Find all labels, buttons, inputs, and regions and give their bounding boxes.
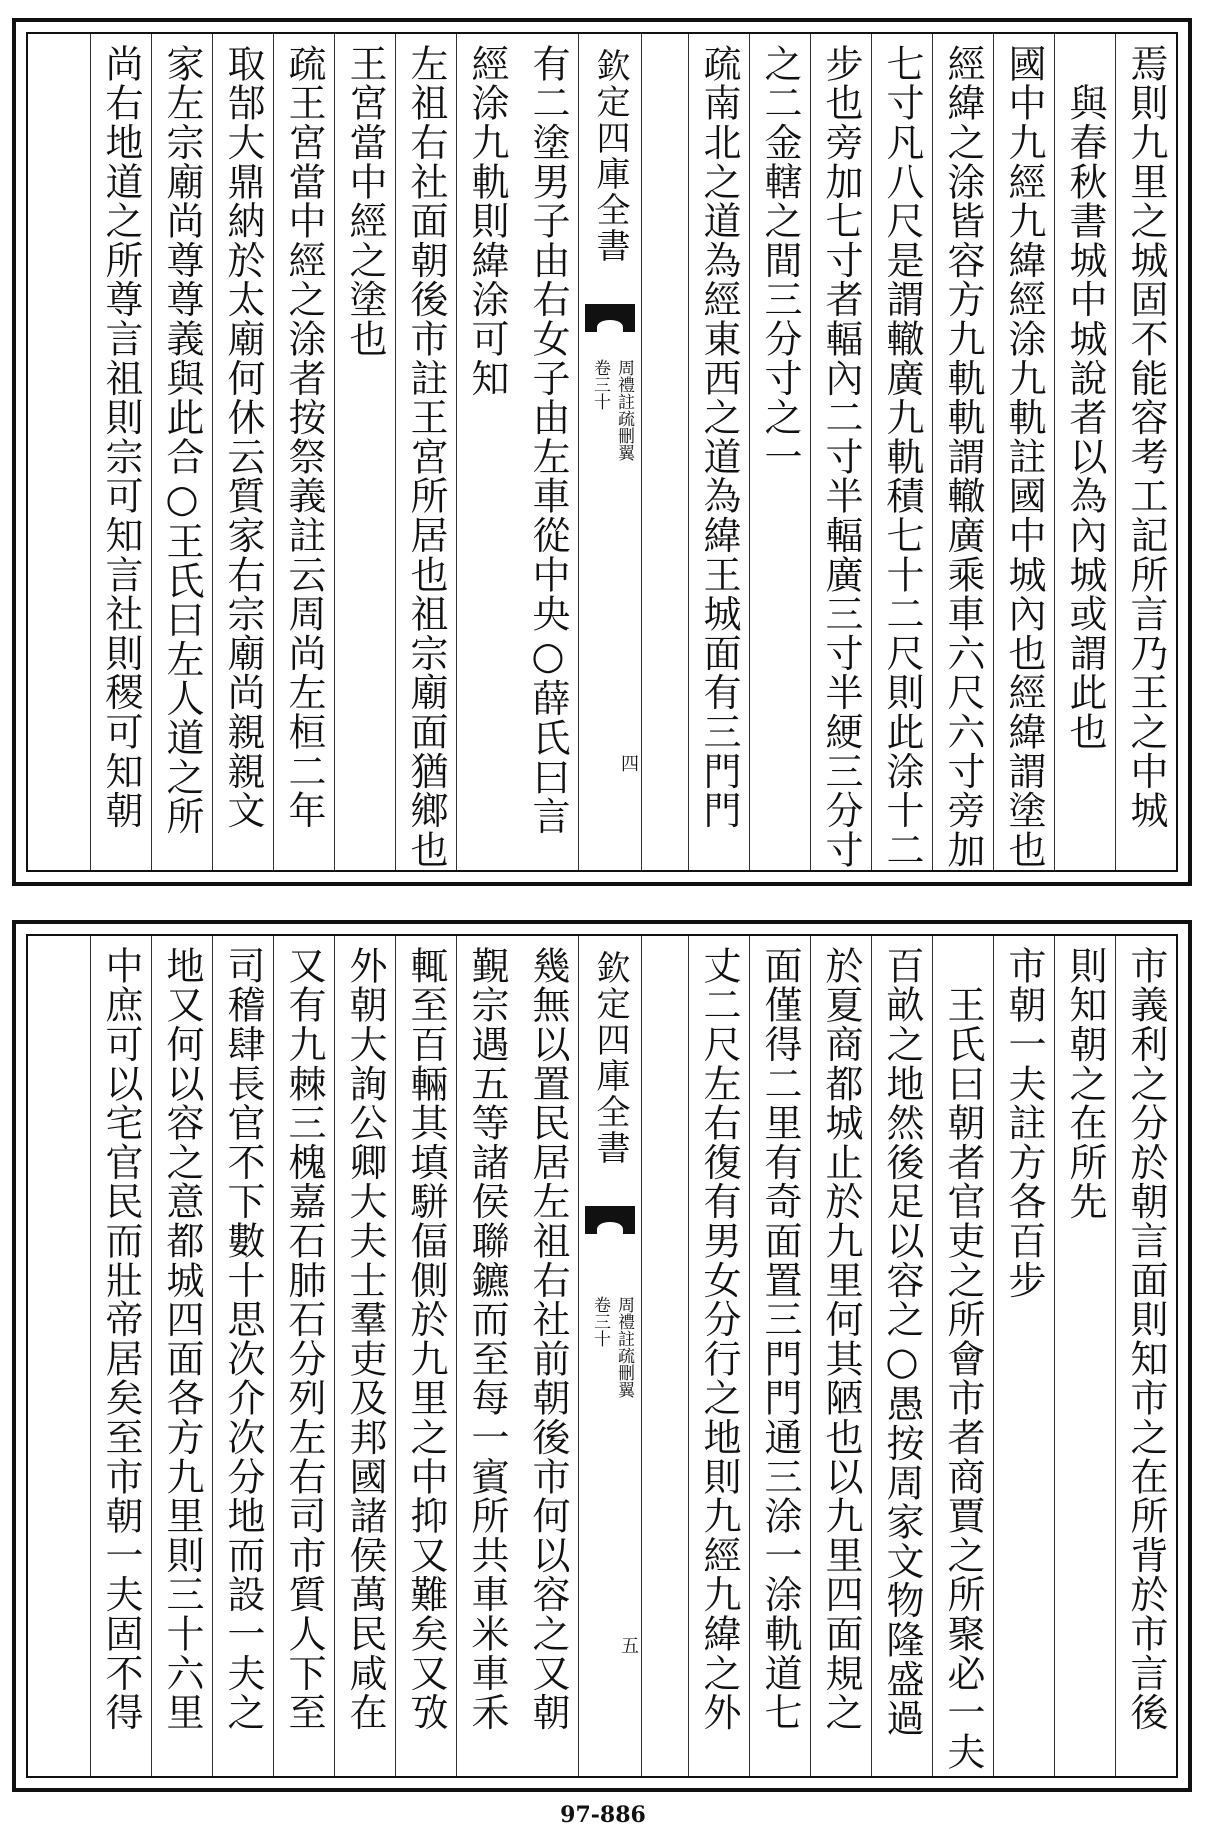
text-column: 焉則九里之城固不能容考工記所言乃王之中城 [1115,34,1176,870]
chapter-label: 卷三十 [590,1296,610,1347]
book-title: 欽定四庫全書 [590,950,630,1166]
text-column: 有二塗男子由右女子由左車從中央○薛氏曰言 [526,44,570,836]
text-column: 幾無以置民居左祖右社前朝後市何以容之又朝 [526,946,570,1732]
bottom-left-columns [28,936,578,1776]
text-column: 取郜大鼎納於太廟何休云質家右宗廟尚親親文 [212,34,273,870]
text-column: 又有九棘三槐嘉石肺石分列左右司市質人下至 [273,936,334,1776]
text-column: 之二金轄之間三分寸之一 [749,34,810,870]
fishtail-mark [585,304,635,332]
text-column: 地又何以容之意都城四面各方九里則三十六里 [151,936,212,1776]
book-title: 欽定四庫全書 [590,48,630,264]
text-column: 於夏商都城止於九里何其陋也以九里四面規之 [810,936,871,1776]
text-column: 覲宗遇五等諸侯聯鑣而至每一賓所共車米車禾 [456,936,517,1776]
chapter-label: 卷三十 [590,359,610,410]
text-column: 與春秋書城中城說者以為內城或謂此也 [1054,34,1115,870]
footer-page-code: 97-886 [560,1802,646,1828]
text-column: 輒至百輛其填駢偪側於九里之中抑又難矣又攷 [395,936,456,1776]
text-column: 則知朝之在所先 [1054,936,1115,1776]
text-column: 市朝一夫註方各百步 [993,936,1054,1776]
center-fold [578,34,642,870]
top-page [12,18,1192,886]
volume-label: 周禮註疏刪翼 [614,359,634,461]
text-column: 王氏曰朝者官吏之所會市者商賈之所聚必一夫 [932,936,993,1776]
volume-label: 周禮註疏刪翼 [614,1296,634,1398]
text-column: 疏南北之道為經東西之道為緯王城面有三門門 [688,34,749,870]
text-column: 家左宗廟尚尊尊義與此合○王氏曰左人道之所 [151,34,212,870]
text-column: 王宮當中經之塗也 [334,34,395,870]
fishtail-mark [585,1206,635,1234]
text-column: 百畝之地然後足以容之○愚按周家文物隆盛過 [871,936,932,1776]
page-number: 五 [618,1636,639,1654]
top-right-columns [688,34,1176,870]
text-column: 中庶可以宅官民而壯帝居矣至市朝一夫固不得 [90,936,151,1776]
text-column: 步也旁加七寸者輻內二寸半輻廣三寸半綆三分寸 [810,34,871,870]
center-fold [578,936,642,1776]
text-column: 市義利之分於朝言面則知市之在所背於市言後 [1115,936,1176,1776]
text-column: 面僅得二里有奇面置三門門通三涂一涂軌道七 [749,936,810,1776]
text-column: 七寸凡八尺是謂轍廣九軌積七十二尺則此涂十二 [871,34,932,870]
page-number: 四 [618,754,639,772]
text-column: 國中九經九緯經涂九軌註國中城內也經緯謂塗也 [993,34,1054,870]
top-page-frame [26,32,1178,872]
top-left-columns [28,34,578,870]
text-column: 疏王宮當中經之涂者按祭義註云周尚左桓二年 [273,34,334,870]
text-column: 丈二尺左右復有男女分行之地則九經九緯之外 [688,936,749,1776]
text-column: 經緯之涂皆容方九軌軌謂轍廣乘車六尺六寸旁加 [932,34,993,870]
bottom-page-frame [26,934,1178,1778]
bottom-page [12,920,1192,1792]
bottom-right-columns [688,936,1176,1776]
text-column: 司稽肆長官不下數十思次介次分地而設一夫之 [212,936,273,1776]
text-column: 外朝大詢公卿大夫士羣吏及邦國諸侯萬民咸在 [334,936,395,1776]
text-column: 經涂九軌則緯涂可知 [456,34,517,870]
text-column: 尚右地道之所尊言祖則宗可知言社則稷可知朝 [90,34,151,870]
text-column: 左祖右社面朝後市註王宮所居也祖宗廟面猶鄉也 [395,34,456,870]
